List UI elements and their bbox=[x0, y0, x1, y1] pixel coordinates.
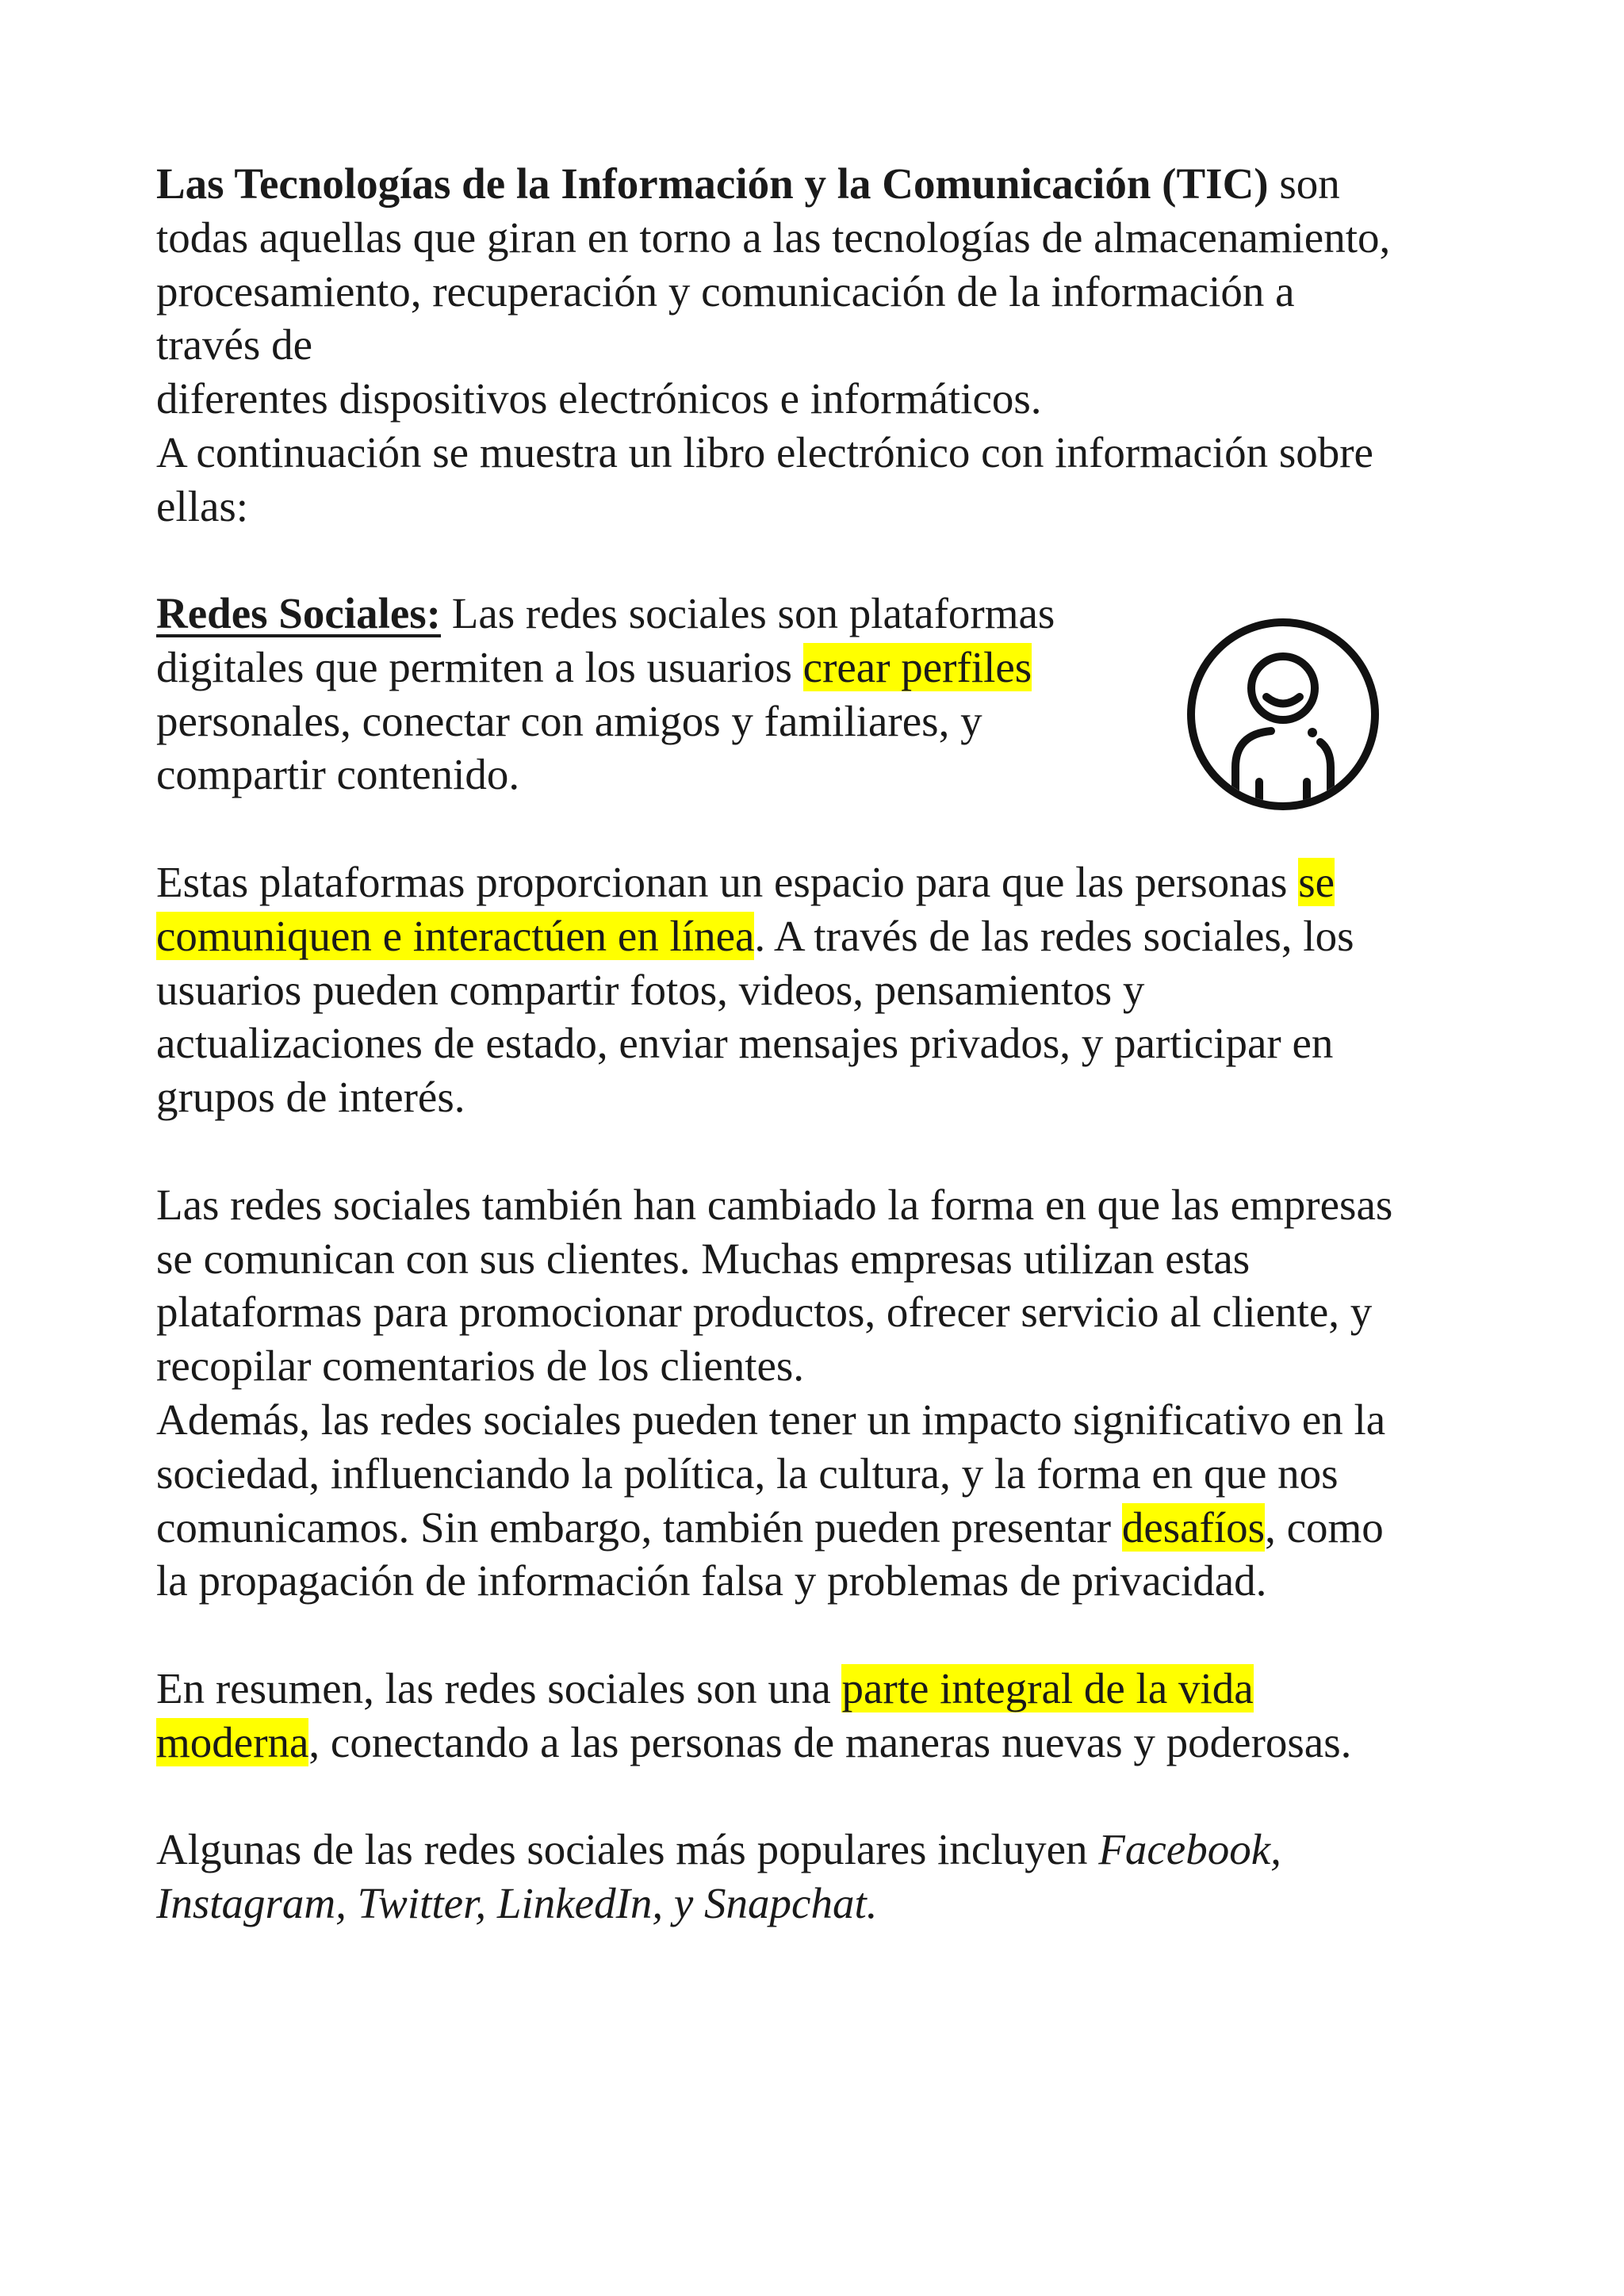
intro-paragraph bbox=[156, 157, 1390, 534]
redes-heading: Redes Sociales: bbox=[156, 589, 441, 637]
highlight-crear-perfiles: crear perfiles bbox=[802, 642, 1032, 691]
intro-text: son bbox=[1268, 159, 1340, 208]
highlight-desafios: desafíos bbox=[1121, 1502, 1266, 1552]
intro-line: diferentes dispositivos electrónicos e informáticos. bbox=[156, 374, 1042, 423]
p4-text: , conectando a las personas de maneras nuevas y poderosas. bbox=[308, 1717, 1352, 1766]
p3-line: sociedad, influenciando la política, la cultura, y la forma en que nos bbox=[156, 1448, 1339, 1498]
p5-line bbox=[156, 1877, 1392, 1931]
p4-text: En resumen, las redes sociales son una bbox=[156, 1663, 842, 1712]
p3-line: recopilar comentarios de los clientes. bbox=[156, 1341, 805, 1391]
p2-text: Estas plataformas proporcionan un espacio para que las personas bbox=[156, 858, 1299, 906]
blank-line bbox=[156, 1124, 1392, 1178]
p3-text: , como bbox=[1265, 1502, 1384, 1552]
redes-line bbox=[156, 641, 1055, 695]
redes-text: digitales que permiten a los usuarios bbox=[156, 642, 803, 691]
intro-line: través de bbox=[156, 320, 312, 369]
intro-line bbox=[156, 157, 1390, 211]
redes-line: personales, conectar con amigos y familiares, y bbox=[156, 696, 982, 745]
tic-title: Las Tecnologías de la Información y la Comunicación (TIC) bbox=[156, 159, 1269, 208]
social-networks-list: Facebook, bbox=[1098, 1825, 1281, 1874]
p2-line bbox=[156, 855, 1392, 909]
p2-line: actualizaciones de estado, enviar mensajes privados, y participar en bbox=[156, 1019, 1334, 1068]
redes-sociales-paragraph bbox=[156, 587, 1055, 802]
p3-line: Además, las redes sociales pueden tener un impacto significativo en la bbox=[156, 1395, 1386, 1444]
main-paragraphs bbox=[156, 855, 1392, 1931]
intro-line: A continuación se muestra un libro electrónico con información sobre bbox=[156, 427, 1373, 476]
social-networks-list: Instagram, Twitter, LinkedIn, y Snapchat. bbox=[156, 1879, 878, 1928]
p2-text: . A través de las redes sociales, los bbox=[754, 911, 1354, 960]
intro-line: procesamiento, recuperación y comunicación de la información a bbox=[156, 266, 1295, 316]
highlight-comuniquen: comuniquen e interactúen en línea bbox=[156, 911, 755, 960]
p3-line bbox=[156, 1501, 1392, 1555]
highlight-parte-integral: parte integral de la vida bbox=[841, 1663, 1254, 1712]
p4-line bbox=[156, 1662, 1392, 1716]
p4-line bbox=[156, 1716, 1392, 1770]
p3-line: se comunican con sus clientes. Muchas empresas utilizan estas bbox=[156, 1234, 1251, 1283]
blank-line bbox=[156, 1770, 1392, 1823]
intro-line: todas aquellas que giran en torno a las tecnologías de almacenamiento, bbox=[156, 212, 1391, 262]
blank-line bbox=[156, 1608, 1392, 1662]
p3-line: la propagación de información falsa y problemas de privacidad. bbox=[156, 1556, 1267, 1605]
highlight-se: se bbox=[1298, 858, 1335, 906]
redes-line bbox=[156, 587, 1055, 641]
highlight-moderna: moderna bbox=[156, 1717, 309, 1766]
intro-line: ellas: bbox=[156, 481, 249, 530]
p5-text: Algunas de las redes sociales más populares incluyen bbox=[156, 1825, 1099, 1874]
p5-line bbox=[156, 1823, 1392, 1877]
p3-line: Las redes sociales también han cambiado la forma en que las empresas bbox=[156, 1180, 1393, 1229]
p2-line: usuarios pueden compartir fotos, videos, pensamientos y bbox=[156, 965, 1145, 1014]
p3-line: plataformas para promocionar productos, ofrecer servicio al cliente, y bbox=[156, 1288, 1373, 1337]
p2-line: grupos de interés. bbox=[156, 1073, 465, 1122]
p2-line bbox=[156, 909, 1392, 963]
p3-text: comunicamos. Sin embargo, también pueden presentar bbox=[156, 1502, 1122, 1552]
redes-line: compartir contenido. bbox=[156, 750, 520, 799]
redes-text: Las redes sociales son plataformas bbox=[440, 589, 1055, 637]
user-circle-icon bbox=[1184, 615, 1382, 813]
